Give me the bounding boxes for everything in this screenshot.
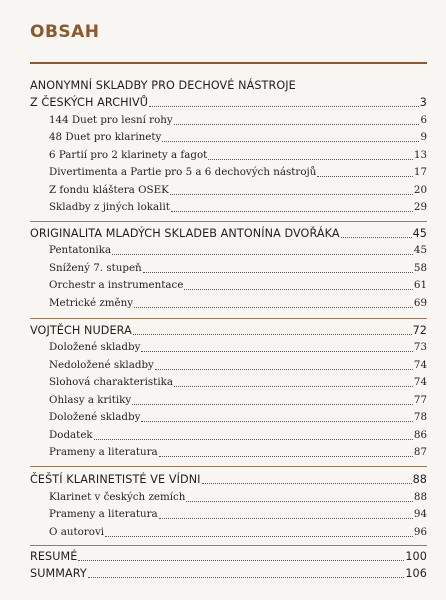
toc-entry-label: O autorovi — [49, 526, 105, 538]
dot-leader — [78, 560, 404, 561]
dot-leader — [155, 369, 413, 370]
toc-entry[interactable] — [49, 410, 427, 425]
dot-leader — [159, 456, 413, 457]
toc-page-number: 106 — [405, 567, 427, 580]
toc-entry-label: 144 Duet pro lesní rohy — [49, 114, 173, 126]
toc-page-number: 9 — [420, 131, 427, 143]
dot-leader — [105, 536, 413, 537]
toc-page-number: 74 — [413, 359, 427, 371]
toc-page-number: 69 — [413, 297, 427, 309]
toc-entry[interactable] — [49, 296, 427, 311]
toc-page-number: 88 — [413, 491, 427, 503]
toc-entry[interactable] — [49, 507, 427, 522]
toc-page-number: 73 — [413, 341, 427, 353]
toc-entry-label: Klarinet v českých zemích — [49, 491, 186, 503]
toc-entry[interactable] — [49, 278, 427, 293]
dot-leader — [186, 501, 412, 502]
toc-heading-label: VOJTĚCH NUDERA — [30, 324, 132, 337]
dot-leader — [143, 272, 413, 273]
dot-leader — [184, 289, 412, 290]
toc-section-heading[interactable] — [30, 95, 427, 110]
dot-leader — [132, 404, 413, 405]
toc-page-number: 86 — [413, 429, 427, 441]
toc-page-number: 45 — [413, 244, 427, 256]
toc-entry[interactable] — [49, 490, 427, 505]
toc-entry-label: Z fondu kláštera OSEK — [49, 184, 169, 196]
dot-leader — [174, 124, 420, 125]
toc-entry-label: Doložené skladby — [49, 341, 141, 353]
toc-entry-label: Metrické změny — [49, 297, 134, 309]
toc-heading-label: ČEŠTÍ KLARINETISTÉ VE VÍDNI — [30, 473, 201, 486]
dot-leader — [112, 254, 413, 255]
toc-section-heading[interactable] — [30, 78, 427, 93]
dot-leader — [94, 439, 413, 440]
section-divider — [30, 318, 427, 319]
toc-page-number: 58 — [413, 262, 427, 274]
toc-entry[interactable] — [49, 340, 427, 355]
toc-heading-label: ORIGINALITA MLADÝCH SKLADEB ANTONÍNA DVOŘÁKA — [30, 227, 340, 240]
toc-entry-label: 6 Partií pro 2 klarinety a fagot — [49, 149, 208, 161]
dot-leader — [174, 386, 413, 387]
toc-entry[interactable] — [49, 113, 427, 128]
toc-entry[interactable] — [49, 375, 427, 390]
dot-leader — [208, 159, 413, 160]
toc-section-heading[interactable] — [30, 472, 427, 487]
toc-page-number: 94 — [413, 508, 427, 520]
toc-page-number: 96 — [413, 526, 427, 538]
toc-page-number: 100 — [405, 550, 427, 563]
toc-entry-label: Ohlasy a kritiky — [49, 394, 132, 406]
toc-heading-label: SUMMARY — [30, 567, 87, 580]
toc-page-number: 87 — [413, 446, 427, 458]
toc-page-number: 17 — [413, 166, 427, 178]
dot-leader — [133, 334, 412, 335]
toc-entry[interactable] — [49, 148, 427, 163]
toc-entry[interactable] — [49, 130, 427, 145]
toc-entry-label: Doložené skladby — [49, 411, 141, 423]
toc-heading-label: RESUMÉ — [30, 550, 78, 563]
dot-leader — [170, 194, 413, 195]
toc-entry-label: Prameny a literatura — [49, 508, 158, 520]
toc-section-heading[interactable] — [30, 549, 427, 564]
toc-page-number: 88 — [412, 473, 427, 486]
toc-entry-label: Orchestr a instrumentace — [49, 279, 184, 291]
toc-entry-label: Nedoložené skladby — [49, 359, 154, 371]
page-title: OBSAH — [30, 22, 100, 42]
toc-entry-label: 48 Duet pro klarinety — [49, 131, 162, 143]
toc-page-number: 20 — [413, 184, 427, 196]
toc-heading-label: ANONYMNÍ SKLADBY PRO DECHOVÉ NÁSTROJE — [30, 79, 296, 92]
dot-leader — [159, 518, 413, 519]
dot-leader — [149, 106, 419, 107]
toc-page-number: 61 — [413, 279, 427, 291]
toc-section-heading[interactable] — [30, 566, 427, 581]
toc-entry[interactable] — [49, 525, 427, 540]
dot-leader — [202, 483, 412, 484]
section-divider — [30, 221, 427, 222]
toc-entry-label: Dodatek — [49, 429, 93, 441]
section-divider — [30, 545, 427, 546]
toc-page-number: 45 — [412, 227, 427, 240]
dot-leader — [171, 211, 413, 212]
toc-entry-label: Pentatonika — [49, 244, 112, 256]
dot-leader — [141, 421, 412, 422]
dot-leader — [317, 176, 413, 177]
toc-entry-label: Snížený 7. stupeň — [49, 262, 142, 274]
toc-entry[interactable] — [49, 358, 427, 373]
toc-page-number: 74 — [413, 376, 427, 388]
toc-section-heading[interactable] — [30, 226, 427, 241]
toc-heading-label: Z ČESKÝCH ARCHIVŮ — [30, 96, 149, 109]
toc-entry[interactable] — [49, 183, 427, 198]
toc-page-number: 3 — [419, 96, 427, 109]
section-divider — [30, 466, 427, 467]
toc-entry[interactable] — [49, 428, 427, 443]
toc-entry-label: Skladby z jiných lokalit — [49, 201, 170, 213]
toc-entry[interactable] — [49, 165, 427, 180]
toc-entry-label: Slohová charakteristika — [49, 376, 173, 388]
dot-leader — [162, 141, 419, 142]
dot-leader — [88, 577, 405, 578]
toc-entry[interactable] — [49, 445, 427, 460]
toc-page-number: 13 — [413, 149, 427, 161]
toc-entry-label: Divertimenta a Partie pro 5 a 6 dechových nástrojů — [49, 166, 317, 178]
toc-page-number: 77 — [413, 394, 427, 406]
toc-page-number: 6 — [420, 114, 427, 126]
dot-leader — [134, 307, 413, 308]
toc-page-number: 78 — [413, 411, 427, 423]
dot-leader — [341, 237, 412, 238]
toc-page-number: 72 — [412, 324, 427, 337]
toc-section-heading[interactable] — [30, 323, 427, 338]
dot-leader — [141, 351, 412, 352]
toc-page-number: 29 — [413, 201, 427, 213]
toc-entry[interactable] — [49, 200, 427, 215]
toc-entry[interactable] — [49, 393, 427, 408]
toc-entry[interactable] — [49, 261, 427, 276]
toc-entry-label: Prameny a literatura — [49, 446, 158, 458]
toc-entry[interactable] — [49, 243, 427, 258]
